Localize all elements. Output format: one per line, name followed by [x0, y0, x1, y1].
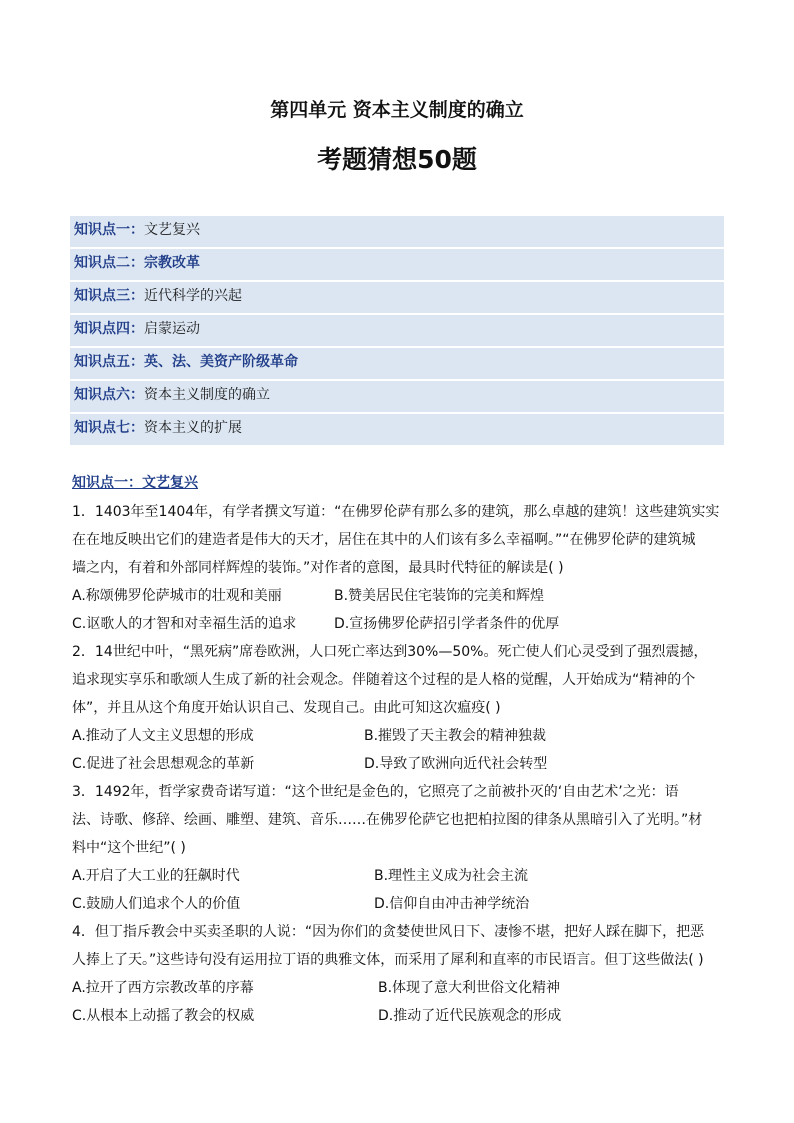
unit-title: 第四单元 资本主义制度的确立	[270, 99, 524, 121]
toc-name: 资本主义的扩展	[144, 420, 242, 436]
question-2	[72, 639, 724, 779]
toc-prefix: 知识点五：	[74, 354, 144, 370]
question-text-line: 墙之内，有着和外部同样辉煌的装饰。”对作者的意图，最具时代特征的解读是( )	[72, 560, 564, 576]
toc-name: 启蒙运动	[144, 321, 200, 337]
option-row	[72, 1003, 724, 1031]
toc-item-4[interactable]	[70, 315, 724, 346]
option-row	[72, 891, 724, 919]
option-row	[72, 975, 724, 1003]
option-c[interactable]: C.讴歌人的才智和对幸福生活的追求	[72, 616, 297, 632]
question-text-line: 2．14世纪中叶，“黑死病”席卷欧洲，人口死亡率达到30%—50%。死亡使人们心灵受到了强烈震撼，	[72, 644, 708, 660]
toc-item-5[interactable]	[70, 348, 724, 379]
option-b[interactable]: B.体现了意大利世俗文化精神	[378, 980, 561, 996]
question-text-line: 3．1492年，哲学家费奇诺写道：“这个世纪是金色的，它照亮了之前被扑灭的‘自由艺术’之光：语	[72, 784, 679, 800]
option-row	[72, 723, 724, 751]
option-a[interactable]: A.开启了大工业的狂飙时代	[72, 868, 240, 884]
option-a[interactable]: A.推动了人文主义思想的形成	[72, 728, 254, 744]
question-3	[72, 779, 724, 919]
toc-name: 文艺复兴	[144, 222, 200, 238]
option-d[interactable]: D.推动了近代民族观念的形成	[378, 1008, 562, 1024]
toc-name: 英、法、美资产阶级革命	[144, 354, 298, 370]
knowledge-point-list	[70, 216, 724, 447]
question-text-line: 体”，并且从这个角度开始认识自己、发现自己。由此可知这次瘟疫( )	[72, 700, 501, 716]
option-d[interactable]: D.宣扬佛罗伦萨招引学者条件的优厚	[334, 616, 560, 632]
section-heading[interactable]: 知识点一：文艺复兴	[72, 475, 198, 491]
option-b[interactable]: B.理性主义成为社会主流	[374, 868, 529, 884]
question-1	[72, 499, 724, 639]
question-text-line: 人捧上了天。”这些诗句没有运用拉丁语的典雅文体，而采用了犀利和直率的市民语言。但丁这些做法( )	[72, 952, 704, 968]
toc-item-3[interactable]	[70, 282, 724, 313]
toc-prefix: 知识点二：	[74, 255, 144, 271]
option-d[interactable]: D.导致了欧洲向近代社会转型	[364, 756, 548, 772]
option-b[interactable]: B.赞美居民住宅装饰的完美和辉煌	[334, 588, 545, 604]
option-d[interactable]: D.信仰自由冲击神学统治	[374, 896, 530, 912]
question-text-line: 4．但丁指斥教会中买卖圣职的人说：“因为你们的贪婪使世风日下、凄惨不堪，把好人踩在脚下，把恶	[72, 924, 705, 940]
question-text-line: 在在地反映出它们的建造者是伟大的天才，居住在其中的人们该有多么幸福啊。”“在佛罗伦萨的建筑城	[72, 532, 696, 548]
option-c[interactable]: C.从根本上动摇了教会的权威	[72, 1008, 255, 1024]
question-text-line: 1．1403年至1404年，有学者撰文写道：“在佛罗伦萨有那么多的建筑，那么卓越的建筑！这些建筑实实	[72, 504, 720, 520]
question-text-line: 追求现实享乐和歌颂人生成了新的社会观念。伴随着这个过程的是人格的觉醒，人开始成为“精神的个	[72, 672, 696, 688]
toc-prefix: 知识点六：	[74, 387, 144, 403]
question-text-line: 法、诗歌、修辞、绘画、雕塑、建筑、音乐……在佛罗伦萨它也把柏拉图的律条从黑暗引入了光明。”材	[72, 812, 703, 828]
toc-prefix: 知识点三：	[74, 288, 144, 304]
question-4	[72, 919, 724, 1031]
option-c[interactable]: C.促进了社会思想观念的革新	[72, 756, 255, 772]
option-c[interactable]: C.鼓励人们追求个人的价值	[72, 896, 241, 912]
toc-name: 资本主义制度的确立	[144, 387, 270, 403]
toc-item-6[interactable]	[70, 381, 724, 412]
toc-name: 宗教改革	[144, 255, 200, 271]
option-b[interactable]: B.摧毁了天主教会的精神独裁	[364, 728, 547, 744]
question-list	[72, 499, 724, 1031]
toc-prefix: 知识点四：	[74, 321, 144, 337]
toc-item-1[interactable]	[70, 216, 724, 247]
page-title: 考题猜想50题	[317, 145, 477, 174]
toc-prefix: 知识点七：	[74, 420, 144, 436]
option-a[interactable]: A.称颂佛罗伦萨城市的壮观和美丽	[72, 588, 282, 604]
toc-name: 近代科学的兴起	[144, 288, 242, 304]
option-row	[72, 583, 724, 611]
option-row	[72, 751, 724, 779]
toc-item-2[interactable]	[70, 249, 724, 280]
option-a[interactable]: A.拉开了西方宗教改革的序幕	[72, 980, 254, 996]
question-text-line: 料中“这个世纪”( )	[72, 840, 186, 856]
toc-item-7[interactable]	[70, 414, 724, 445]
option-row	[72, 611, 724, 639]
toc-prefix: 知识点一：	[74, 222, 144, 238]
option-row	[72, 863, 724, 891]
